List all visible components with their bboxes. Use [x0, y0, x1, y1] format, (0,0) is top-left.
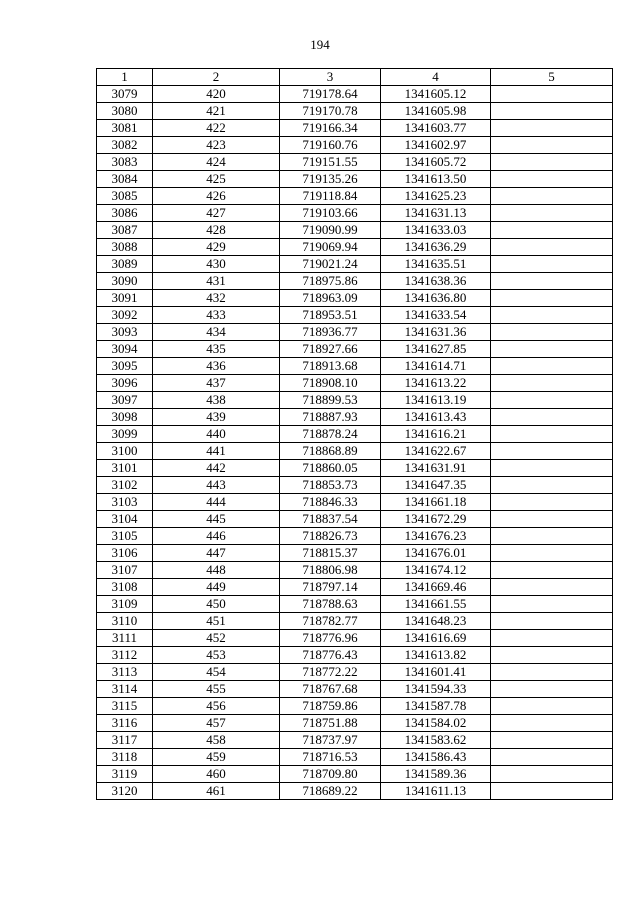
table-cell: 424 — [153, 154, 280, 171]
table-cell: 1341605.12 — [381, 86, 491, 103]
table-cell: 1341661.18 — [381, 494, 491, 511]
table-row — [97, 477, 613, 494]
table-cell: 431 — [153, 273, 280, 290]
table-row — [97, 613, 613, 630]
table-row — [97, 698, 613, 715]
table-cell: 1341635.51 — [381, 256, 491, 273]
table-cell: 453 — [153, 647, 280, 664]
table-cell: 3111 — [97, 630, 153, 647]
table-cell: 718716.53 — [280, 749, 381, 766]
table-cell: 1341669.46 — [381, 579, 491, 596]
table-cell: 3109 — [97, 596, 153, 613]
table-cell: 3117 — [97, 732, 153, 749]
table-cell: 1341603.77 — [381, 120, 491, 137]
table-cell: 3118 — [97, 749, 153, 766]
table-cell: 3090 — [97, 273, 153, 290]
table-cell: 444 — [153, 494, 280, 511]
table-cell: 452 — [153, 630, 280, 647]
table-cell: 3084 — [97, 171, 153, 188]
table-row — [97, 171, 613, 188]
table-cell: 447 — [153, 545, 280, 562]
table-cell — [491, 171, 613, 188]
table-cell: 718913.68 — [280, 358, 381, 375]
table-cell: 1341587.78 — [381, 698, 491, 715]
table-cell: 719103.66 — [280, 205, 381, 222]
table-row — [97, 290, 613, 307]
table-cell — [491, 749, 613, 766]
table-cell: 1341627.85 — [381, 341, 491, 358]
column-header: 1 — [97, 69, 153, 86]
table-cell: 718709.80 — [280, 766, 381, 783]
table-header-row — [97, 69, 613, 86]
table-cell: 1341584.02 — [381, 715, 491, 732]
table-cell: 718772.22 — [280, 664, 381, 681]
table-cell: 3107 — [97, 562, 153, 579]
table-cell: 448 — [153, 562, 280, 579]
table-cell: 438 — [153, 392, 280, 409]
table-cell: 718751.88 — [280, 715, 381, 732]
table-cell: 719170.78 — [280, 103, 381, 120]
table-cell: 3115 — [97, 698, 153, 715]
table-cell: 718815.37 — [280, 545, 381, 562]
table-cell: 3116 — [97, 715, 153, 732]
table-row — [97, 443, 613, 460]
table-cell: 3093 — [97, 324, 153, 341]
table-row — [97, 732, 613, 749]
table-cell: 3080 — [97, 103, 153, 120]
table-row — [97, 562, 613, 579]
table-row — [97, 630, 613, 647]
table-cell: 1341631.13 — [381, 205, 491, 222]
column-header: 4 — [381, 69, 491, 86]
table-row — [97, 783, 613, 800]
table-cell: 451 — [153, 613, 280, 630]
table-cell — [491, 783, 613, 800]
table-cell — [491, 562, 613, 579]
table-cell — [491, 341, 613, 358]
table-row — [97, 426, 613, 443]
table-cell: 718689.22 — [280, 783, 381, 800]
table-cell: 1341633.54 — [381, 307, 491, 324]
table-cell: 1341616.69 — [381, 630, 491, 647]
table-row — [97, 205, 613, 222]
table-cell: 718963.09 — [280, 290, 381, 307]
table-cell: 3097 — [97, 392, 153, 409]
table-row — [97, 341, 613, 358]
table-cell — [491, 375, 613, 392]
table-cell: 1341613.19 — [381, 392, 491, 409]
table-cell: 1341676.01 — [381, 545, 491, 562]
table-cell: 718868.89 — [280, 443, 381, 460]
table-cell: 718975.86 — [280, 273, 381, 290]
table-row — [97, 222, 613, 239]
table-cell: 3094 — [97, 341, 153, 358]
table-cell: 719069.94 — [280, 239, 381, 256]
table-row — [97, 494, 613, 511]
table-cell: 3092 — [97, 307, 153, 324]
table-cell: 1341613.43 — [381, 409, 491, 426]
table-cell: 718797.14 — [280, 579, 381, 596]
table-cell — [491, 120, 613, 137]
table-cell: 718878.24 — [280, 426, 381, 443]
table-cell: 3089 — [97, 256, 153, 273]
table-cell: 1341616.21 — [381, 426, 491, 443]
table-cell: 718737.97 — [280, 732, 381, 749]
table-cell: 719151.55 — [280, 154, 381, 171]
table-cell: 718776.43 — [280, 647, 381, 664]
table-cell — [491, 222, 613, 239]
table-cell — [491, 103, 613, 120]
table-cell — [491, 137, 613, 154]
table-cell: 718853.73 — [280, 477, 381, 494]
table-cell: 459 — [153, 749, 280, 766]
table-cell — [491, 545, 613, 562]
table-cell: 1341613.22 — [381, 375, 491, 392]
table-row — [97, 137, 613, 154]
table-row — [97, 460, 613, 477]
table-cell: 3113 — [97, 664, 153, 681]
table-cell: 3120 — [97, 783, 153, 800]
table-cell: 3085 — [97, 188, 153, 205]
table-cell: 1341636.80 — [381, 290, 491, 307]
table-row — [97, 324, 613, 341]
table-row — [97, 511, 613, 528]
table-row — [97, 579, 613, 596]
table-cell: 1341638.36 — [381, 273, 491, 290]
table-cell: 719118.84 — [280, 188, 381, 205]
table-cell: 437 — [153, 375, 280, 392]
table-cell — [491, 154, 613, 171]
table-cell: 1341674.12 — [381, 562, 491, 579]
table-cell — [491, 732, 613, 749]
table-body — [97, 86, 613, 800]
table-cell: 434 — [153, 324, 280, 341]
table-cell: 454 — [153, 664, 280, 681]
table-cell: 3104 — [97, 511, 153, 528]
table-cell — [491, 239, 613, 256]
table-row — [97, 409, 613, 426]
table-row — [97, 188, 613, 205]
table-cell: 422 — [153, 120, 280, 137]
table-cell: 450 — [153, 596, 280, 613]
table-cell: 1341633.03 — [381, 222, 491, 239]
column-header: 5 — [491, 69, 613, 86]
table-cell: 449 — [153, 579, 280, 596]
table-cell — [491, 256, 613, 273]
table-cell: 1341631.91 — [381, 460, 491, 477]
table-cell: 420 — [153, 86, 280, 103]
table-cell: 3082 — [97, 137, 153, 154]
table-cell: 1341583.62 — [381, 732, 491, 749]
table-cell — [491, 494, 613, 511]
table-cell: 1341605.98 — [381, 103, 491, 120]
table-cell: 1341614.71 — [381, 358, 491, 375]
table-cell: 1341613.82 — [381, 647, 491, 664]
table-row — [97, 273, 613, 290]
table-row — [97, 596, 613, 613]
table-cell: 435 — [153, 341, 280, 358]
table-cell: 1341672.29 — [381, 511, 491, 528]
table-cell — [491, 613, 613, 630]
page-number: 194 — [310, 37, 330, 52]
table-row — [97, 103, 613, 120]
table-cell: 718936.77 — [280, 324, 381, 341]
table-cell: 426 — [153, 188, 280, 205]
table-cell: 3098 — [97, 409, 153, 426]
table-cell — [491, 86, 613, 103]
table-cell: 1341636.29 — [381, 239, 491, 256]
table-cell — [491, 681, 613, 698]
table-cell: 1341589.36 — [381, 766, 491, 783]
table-cell — [491, 307, 613, 324]
table-cell — [491, 324, 613, 341]
table-cell: 443 — [153, 477, 280, 494]
table-row — [97, 154, 613, 171]
table-cell: 3114 — [97, 681, 153, 698]
table-row — [97, 120, 613, 137]
table-cell: 718846.33 — [280, 494, 381, 511]
table-cell — [491, 715, 613, 732]
table-cell: 1341676.23 — [381, 528, 491, 545]
table-cell: 461 — [153, 783, 280, 800]
table-cell: 718860.05 — [280, 460, 381, 477]
table-cell: 718837.54 — [280, 511, 381, 528]
table-cell — [491, 273, 613, 290]
table-cell: 3103 — [97, 494, 153, 511]
table-cell: 719090.99 — [280, 222, 381, 239]
table-cell: 3096 — [97, 375, 153, 392]
table-cell: 3110 — [97, 613, 153, 630]
table-row — [97, 307, 613, 324]
table-cell: 1341661.55 — [381, 596, 491, 613]
table-cell: 3081 — [97, 120, 153, 137]
table-cell — [491, 460, 613, 477]
table-cell: 425 — [153, 171, 280, 188]
table-cell: 455 — [153, 681, 280, 698]
table-cell — [491, 477, 613, 494]
table-cell: 436 — [153, 358, 280, 375]
table-cell: 718953.51 — [280, 307, 381, 324]
table-cell: 3087 — [97, 222, 153, 239]
table-cell: 427 — [153, 205, 280, 222]
table-cell: 718759.86 — [280, 698, 381, 715]
table-cell: 439 — [153, 409, 280, 426]
table-cell: 1341601.41 — [381, 664, 491, 681]
table-row — [97, 392, 613, 409]
table-cell: 3099 — [97, 426, 153, 443]
table-cell: 460 — [153, 766, 280, 783]
table-row — [97, 664, 613, 681]
table-cell — [491, 426, 613, 443]
column-header: 3 — [280, 69, 381, 86]
table-cell: 718826.73 — [280, 528, 381, 545]
table-cell: 458 — [153, 732, 280, 749]
table-cell: 457 — [153, 715, 280, 732]
table-cell — [491, 596, 613, 613]
table-cell: 445 — [153, 511, 280, 528]
table-row — [97, 647, 613, 664]
table-row — [97, 256, 613, 273]
table-cell: 440 — [153, 426, 280, 443]
column-header: 2 — [153, 69, 280, 86]
table-cell — [491, 579, 613, 596]
table-cell: 719135.26 — [280, 171, 381, 188]
table-cell: 3095 — [97, 358, 153, 375]
table-row — [97, 681, 613, 698]
table-cell: 1341622.67 — [381, 443, 491, 460]
table-cell: 3088 — [97, 239, 153, 256]
table-cell: 430 — [153, 256, 280, 273]
table-cell — [491, 358, 613, 375]
table-cell: 3119 — [97, 766, 153, 783]
table-cell — [491, 664, 613, 681]
table-cell: 718782.77 — [280, 613, 381, 630]
table-row — [97, 715, 613, 732]
table-cell: 719021.24 — [280, 256, 381, 273]
table-cell: 3102 — [97, 477, 153, 494]
table-row — [97, 358, 613, 375]
table-cell: 1341611.13 — [381, 783, 491, 800]
table-cell: 718908.10 — [280, 375, 381, 392]
table-row — [97, 239, 613, 256]
table-cell: 1341613.50 — [381, 171, 491, 188]
table-cell: 421 — [153, 103, 280, 120]
table-cell — [491, 443, 613, 460]
table-cell — [491, 766, 613, 783]
table-cell: 442 — [153, 460, 280, 477]
table-row — [97, 86, 613, 103]
table-cell — [491, 528, 613, 545]
table-cell: 719160.76 — [280, 137, 381, 154]
table-cell: 1341605.72 — [381, 154, 491, 171]
table-row — [97, 545, 613, 562]
table-cell — [491, 205, 613, 222]
table-row — [97, 766, 613, 783]
table-cell: 446 — [153, 528, 280, 545]
table-cell — [491, 290, 613, 307]
table-cell — [491, 647, 613, 664]
table-cell: 1341602.97 — [381, 137, 491, 154]
table-cell: 1341594.33 — [381, 681, 491, 698]
table-cell: 456 — [153, 698, 280, 715]
table-cell: 3108 — [97, 579, 153, 596]
table-row — [97, 375, 613, 392]
table-cell: 433 — [153, 307, 280, 324]
table-cell: 1341647.35 — [381, 477, 491, 494]
table-cell — [491, 698, 613, 715]
table-cell: 429 — [153, 239, 280, 256]
table-cell: 3100 — [97, 443, 153, 460]
table-cell: 3079 — [97, 86, 153, 103]
table-cell: 718767.68 — [280, 681, 381, 698]
table-cell: 718776.96 — [280, 630, 381, 647]
table-cell: 1341625.23 — [381, 188, 491, 205]
table-cell: 718806.98 — [280, 562, 381, 579]
table-cell — [491, 511, 613, 528]
table-cell: 3086 — [97, 205, 153, 222]
table-cell: 3105 — [97, 528, 153, 545]
table-cell: 718899.53 — [280, 392, 381, 409]
table-cell: 3091 — [97, 290, 153, 307]
table-cell: 423 — [153, 137, 280, 154]
table-cell: 441 — [153, 443, 280, 460]
table-cell: 3106 — [97, 545, 153, 562]
table-cell: 1341648.23 — [381, 613, 491, 630]
table-cell — [491, 409, 613, 426]
table-cell — [491, 630, 613, 647]
table-cell: 1341586.43 — [381, 749, 491, 766]
table-cell — [491, 188, 613, 205]
table-cell: 718788.63 — [280, 596, 381, 613]
table-cell: 718927.66 — [280, 341, 381, 358]
table-cell — [491, 392, 613, 409]
table-cell: 432 — [153, 290, 280, 307]
table-cell: 1341631.36 — [381, 324, 491, 341]
table-cell: 719178.64 — [280, 86, 381, 103]
table-row — [97, 749, 613, 766]
table-cell: 718887.93 — [280, 409, 381, 426]
table-cell: 3101 — [97, 460, 153, 477]
table-cell: 719166.34 — [280, 120, 381, 137]
table-row — [97, 528, 613, 545]
coordinates-table — [96, 68, 613, 800]
table-cell: 3083 — [97, 154, 153, 171]
table-cell: 428 — [153, 222, 280, 239]
table-cell: 3112 — [97, 647, 153, 664]
